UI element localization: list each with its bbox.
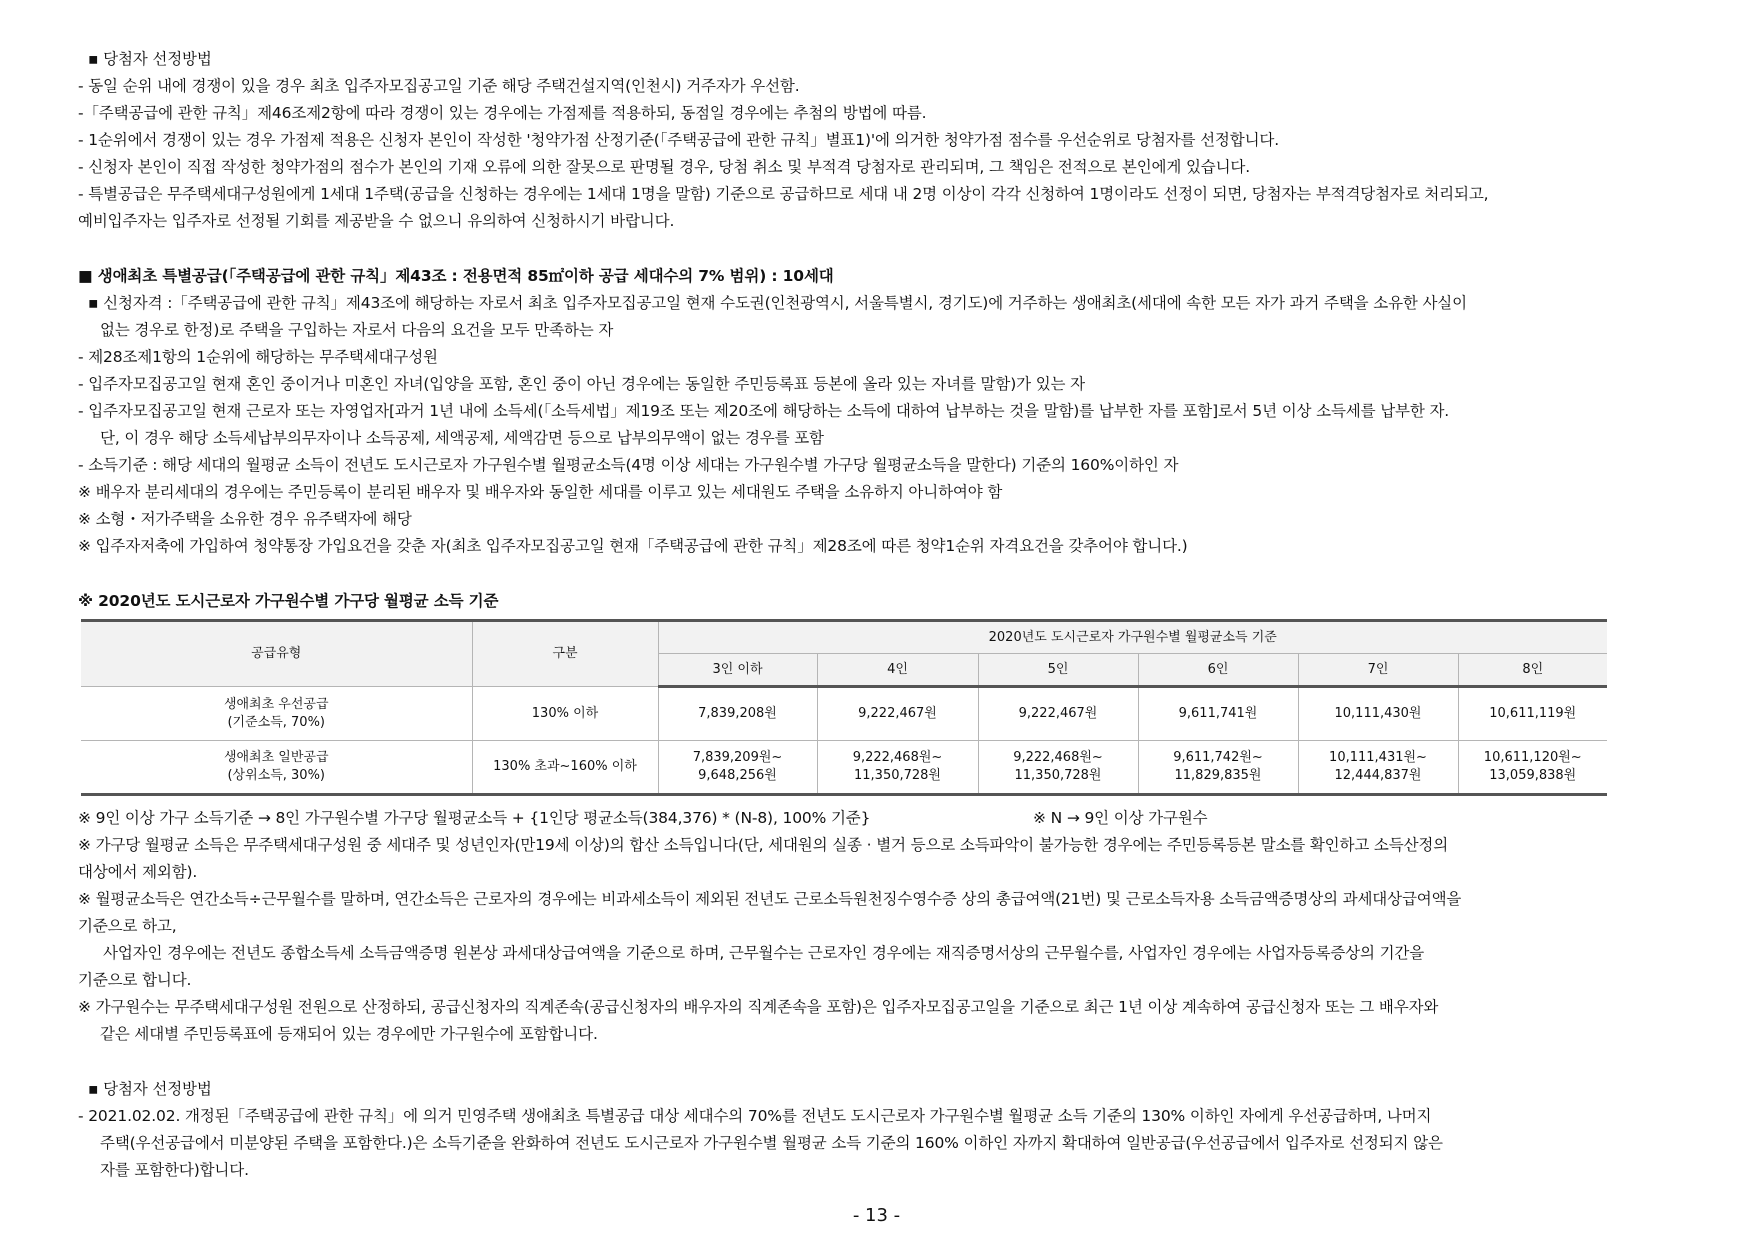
income-cell: 10,611,119원 — [1458, 687, 1607, 741]
section-heading-winner-selection: ▪ 당첨자 선정방법 — [88, 50, 212, 68]
header-household-size: 5인 — [978, 654, 1138, 687]
paragraph-line: - 동일 순위 내에 경쟁이 있을 경우 최초 입주자모집공고일 기준 해당 주택건설지역(인천시) 거주자가 우선함. — [78, 77, 800, 95]
income-cell: 9,611,741원 — [1138, 687, 1298, 741]
note-line: ※ 소형・저가주택을 소유한 경우 유주택자에 해당 — [78, 510, 412, 528]
paragraph-line: 없는 경우로 한정)로 주택을 구입하는 자로서 다음의 요건을 모두 만족하는 자 — [100, 321, 614, 339]
category-cell: 130% 이하 — [472, 687, 658, 741]
paragraph-line: - 제28조제1항의 1순위에 해당하는 무주택세대구성원 — [78, 348, 438, 366]
income-range-max: 13,059,838원 — [1489, 768, 1577, 783]
income-range-cell — [658, 741, 817, 795]
paragraph-line: - 소득기준 : 해당 세대의 월평균 소득이 전년도 도시근로자 가구원수별 월평균소득(4명 이상 세대는 가구원수별 가구당 월평균소득을 말한다) 기준의 160%이하인 자 — [78, 456, 1179, 474]
note-line: 사업자인 경우에는 전년도 종합소득세 소득금액증명 원본상 과세대상급여액을 기준으로 하며, 근무월수는 근로자인 경우에는 재직증명서상의 근무월수를, 사업자인 경우에는 사업자등록증상의 기간을 — [103, 944, 1425, 962]
income-range-cell — [978, 741, 1138, 795]
income-range-min: 9,611,742원~ — [1173, 750, 1263, 765]
header-household-size: 3인 이하 — [658, 654, 817, 687]
section-heading-winner-selection: ▪ 당첨자 선정방법 — [88, 1080, 212, 1098]
income-standard-table — [81, 619, 1607, 796]
income-range-cell — [1138, 741, 1298, 795]
income-range-max: 11,350,728원 — [1014, 768, 1102, 783]
paragraph-line: 단, 이 경우 해당 소득세납부의무자이나 소득공제, 세액공제, 세액감면 등으로 납부의무액이 없는 경우를 포함 — [100, 429, 824, 447]
header-household-size: 7인 — [1298, 654, 1458, 687]
page-number: - 13 - — [852, 1205, 901, 1226]
supply-type-name: 생애최초 우선공급 — [223, 696, 329, 712]
income-range-cell — [1458, 741, 1607, 795]
note-line: ※ 입주자저축에 가입하여 청약통장 가입요건을 갖춘 자(최초 입주자모집공고일 현재「주택공급에 관한 규칙」제28조에 따른 청약1순위 자격요건을 갖추어야 합니다.) — [78, 537, 1188, 555]
header-household-size: 6인 — [1138, 654, 1298, 687]
header-household-size: 8인 — [1458, 654, 1607, 687]
income-range-min: 9,222,468원~ — [852, 750, 943, 765]
paragraph-line: -「주택공급에 관한 규칙」제46조제2항에 따라 경쟁이 있는 경우에는 가점제를 적용하되, 동점일 경우에는 추첨의 방법에 따름. — [78, 104, 927, 122]
paragraph-line: - 입주자모집공고일 현재 근로자 또는 자영업자[과거 1년 내에 소득세(「소득세법」제19조 또는 제20조에 해당하는 소득에 대하여 납부하는 것을 말함)를 납부한 자를 포함]로서 5년 이상 소득세를 납부한 자. — [78, 402, 1450, 420]
paragraph-line: 자를 포함한다)합니다. — [100, 1161, 249, 1179]
note-line: ※ 배우자 분리세대의 경우에는 주민등록이 분리된 배우자 및 배우자와 동일한 세대를 이루고 있는 세대원도 주택을 소유하지 아니하여야 함 — [78, 483, 1003, 501]
income-range-max: 11,829,835원 — [1174, 768, 1262, 783]
header-household-size: 4인 — [817, 654, 978, 687]
supply-type-cell — [81, 741, 472, 795]
supply-type-cell — [81, 687, 472, 741]
paragraph-line: - 특별공급은 무주택세대구성원에게 1세대 1주택(공급을 신청하는 경우에는 1세대 1명을 말함) 기준으로 공급하므로 세대 내 2명 이상이 각각 신청하여 1명이라도 선정이 되면, 당첨자는 부적격당첨자로 처리되고, — [78, 185, 1489, 203]
income-range-min: 7,839,209원~ — [692, 750, 783, 765]
note-line: ※ 9인 이상 가구 소득기준 → 8인 가구원수별 가구당 월평균소득 + {1인당 평균소득(384,376) * (N-8), 100% 기준} — [78, 809, 871, 827]
note-line: 같은 세대별 주민등록표에 등재되어 있는 경우에만 가구원수에 포함합니다. — [100, 1025, 598, 1043]
header-income-group: 2020년도 도시근로자 가구원수별 월평균소득 기준 — [658, 621, 1607, 654]
income-cell: 9,222,467원 — [978, 687, 1138, 741]
income-range-max: 9,648,256원 — [698, 768, 777, 783]
paragraph-line: - 입주자모집공고일 현재 혼인 중이거나 미혼인 자녀(입양을 포함, 혼인 중이 아닌 경우에는 동일한 주민등록표 등본에 올라 있는 자녀를 말함)가 있는 자 — [78, 375, 1085, 393]
note-line: ※ 가구원수는 무주택세대구성원 전원으로 산정하되, 공급신청자의 직계존속(공급신청자의 배우자의 직계존속을 포함)은 입주자모집공고일을 기준으로 최근 1년 이상 계속하여 공급신청자 또는 그 배우자와 — [78, 998, 1439, 1016]
income-range-cell — [817, 741, 978, 795]
income-cell: 9,222,467원 — [817, 687, 978, 741]
income-range-min: 10,611,120원~ — [1483, 750, 1582, 765]
supply-type-ratio: (기준소득, 70%) — [227, 714, 326, 730]
note-line: ※ 가구당 월평균 소득은 무주택세대구성원 중 세대주 및 성년인자(만19세 이상)의 합산 소득입니다(단, 세대원의 실종 · 별거 등으로 소득파악이 불가능한 경우에는 주민등록등본 말소를 확인하고 소득산정의 — [78, 836, 1449, 854]
note-line: 기준으로 합니다. — [78, 971, 192, 989]
paragraph-line: - 1순위에서 경쟁이 있는 경우 가점제 적용은 신청자 본인이 작성한 '청약가점 산정기준(「주택공급에 관한 규칙」별표1)'에 의거한 청약가점 점수를 우선순위로 당첨자를 선정합니다. — [78, 131, 1279, 149]
table-row — [81, 741, 1607, 795]
paragraph-line: - 2021.02.02. 개정된「주택공급에 관한 규칙」에 의거 민영주택 생애최초 특별공급 대상 세대수의 70%를 전년도 도시근로자 가구원수별 월평균 소득 기준의 130% 이하인 자에게 우선공급하며, 나머지 — [78, 1107, 1432, 1125]
supply-type-name: 생애최초 일반공급 — [223, 750, 329, 765]
income-cell: 7,839,208원 — [658, 687, 817, 741]
supply-type-ratio: (상위소득, 30%) — [227, 768, 326, 783]
paragraph-line: 예비입주자는 입주자로 선정될 기회를 제공받을 수 없으니 유의하여 신청하시기 바랍니다. — [78, 212, 675, 230]
income-range-cell — [1298, 741, 1458, 795]
income-range-min: 9,222,468원~ — [1013, 750, 1103, 765]
paragraph-line: - 신청자 본인이 직접 작성한 청약가점의 점수가 본인의 기재 오류에 의한 잘못으로 판명될 경우, 당첨 취소 및 부적격 당첨자로 관리되며, 그 책임은 전적으로 본인에게 있습니다. — [78, 158, 1251, 176]
paragraph-line: ▪ 신청자격 :「주택공급에 관한 규칙」제43조에 해당하는 자로서 최초 입주자모집공고일 현재 수도권(인천광역시, 서울특별시, 경기도)에 거주하는 생애최초(세대에 속한 모든 자가 과거 주택을 소유한 사실이 — [88, 294, 1467, 312]
section-heading-first-time-buyer: ■ 생애최초 특별공급(「주택공급에 관한 규칙」제43조 : 전용면적 85㎡이하 공급 세대수의 7% 범위) : 10세대 — [78, 267, 834, 285]
note-line: 기준으로 하고, — [78, 917, 177, 935]
table-row — [81, 687, 1607, 741]
income-cell: 10,111,430원 — [1298, 687, 1458, 741]
income-range-max: 11,350,728원 — [854, 768, 941, 783]
category-cell: 130% 초과~160% 이하 — [472, 741, 658, 795]
table-title: ※ 2020년도 도시근로자 가구원수별 가구당 월평균 소득 기준 — [78, 592, 499, 610]
paragraph-line: 주택(우선공급에서 미분양된 주택을 포함한다.)은 소득기준을 완화하여 전년도 도시근로자 가구원수별 월평균 소득 기준의 160% 이하인 자까지 확대하여 일반공급(우선공급에서 입주자로 선정되지 않은 — [100, 1134, 1443, 1152]
note-line: 대상에서 제외함). — [78, 863, 198, 881]
income-range-min: 10,111,431원~ — [1329, 750, 1427, 765]
income-range-max: 12,444,837원 — [1334, 768, 1422, 783]
note-line: ※ 월평균소득은 연간소득÷근무월수를 말하며, 연간소득은 근로자의 경우에는 비과세소득이 제외된 전년도 근로소득원천징수영수증 상의 총급여액(21번) 및 근로소득자용 소득금액증명상의 과세대상급여액을 — [78, 890, 1462, 908]
header-supply-type: 공급유형 — [81, 621, 472, 687]
note-line: ※ N → 9인 이상 가구원수 — [1033, 809, 1208, 827]
header-category: 구분 — [472, 621, 658, 687]
